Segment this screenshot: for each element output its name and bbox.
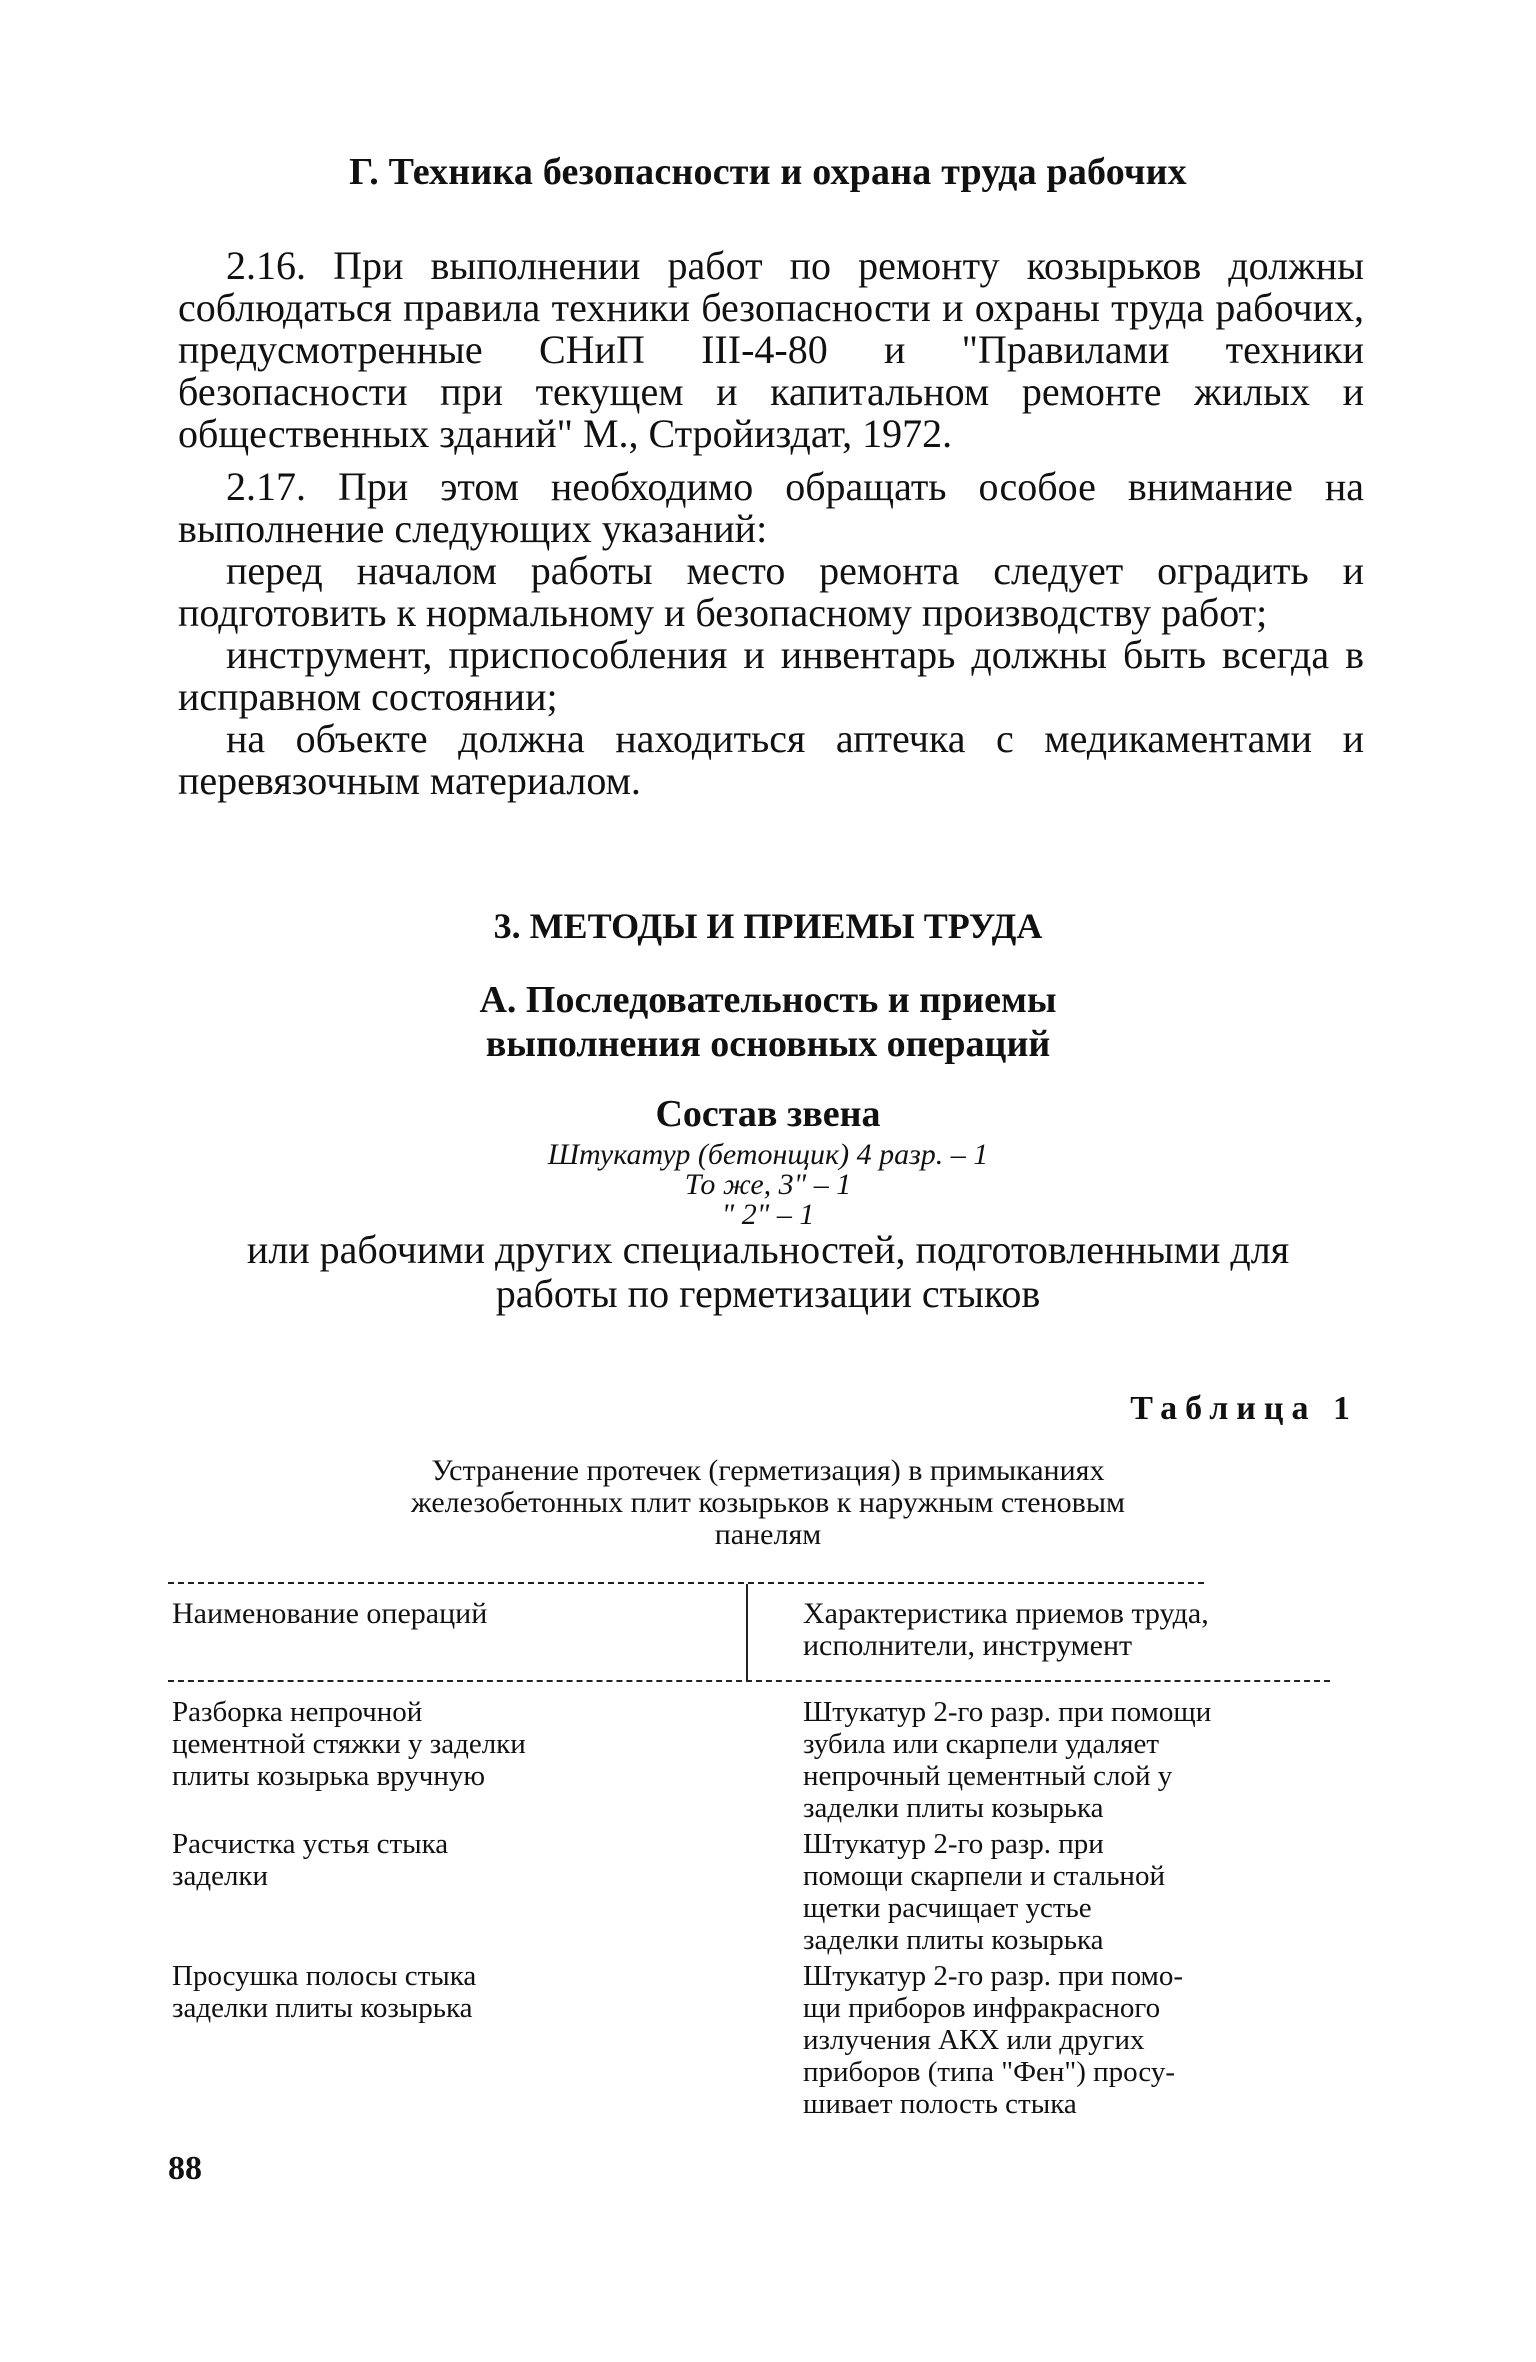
desc-2-line1: Штукатур 2-го разр. при [803, 1828, 1104, 1860]
op-1-line1: Разборка непрочной [172, 1696, 423, 1728]
desc-3-line2: щи приборов инфракрасного [803, 1992, 1161, 2024]
table-header-characteristics-line2: исполнители, инструмент [803, 1629, 1133, 1662]
op-2-line2: заделки [172, 1860, 269, 1892]
desc-1-line4: заделки плиты козырька [803, 1792, 1104, 1824]
op-3-line2: заделки плиты козырька [172, 1992, 473, 2024]
op-1-line2: цементной стяжки у заделки [172, 1728, 526, 1760]
table-row [803, 1696, 1211, 1824]
crew-composition [0, 1140, 1536, 1230]
heading-safety: Г. Техника безопасности и охрана труда рабочих [349, 151, 1187, 193]
desc-3-line1: Штукатур 2-го разр. при помо- [803, 1960, 1184, 1992]
paragraph-2-17 [178, 466, 1364, 802]
table-header-characteristics-line1: Характеристика приемов труда, [803, 1597, 1209, 1630]
table-header-characteristics [803, 1598, 1209, 1662]
crew-alternative [0, 1228, 1536, 1316]
table-header-divider [746, 1584, 748, 1680]
page-number: 88 [168, 2150, 202, 2187]
table-label: Таблица 1 [1130, 1390, 1358, 1427]
clause-text-2-17: При этом необходимо обращать особое внимание на выполнение следующих указаний: [178, 464, 1364, 551]
safety-item-1: перед началом работы место ремонта следует оградить и подготовить к нормальному и безопасному производству работ; [178, 548, 1364, 635]
crew-line-1: Штукатур (бетонщик) 4 разр. – 1 [547, 1138, 989, 1171]
table-caption-line1: Устранение протечек (герметизация) в примыканиях [431, 1454, 1105, 1487]
desc-1-line1: Штукатур 2-го разр. при помощи [803, 1696, 1212, 1728]
subsection-title-line2: выполнения основных операций [485, 1023, 1051, 1065]
crew-alternative-line1: или рабочими других специальностей, подготовленными для [246, 1227, 1290, 1272]
table-row [172, 1696, 526, 1792]
crew-line-2: То же, 3" – 1 [684, 1168, 852, 1201]
section-title: 3. МЕТОДЫ И ПРИЕМЫ ТРУДА [493, 906, 1043, 946]
crew-title: Состав звена [655, 1093, 881, 1135]
op-1-line3: плиты козырька вручную [172, 1760, 486, 1792]
desc-3-line5: шивает полость стыка [803, 2088, 1077, 2120]
desc-3-line3: излучения АКХ или других [803, 2024, 1145, 2056]
op-2-line1: Расчистка устья стыка [172, 1828, 449, 1860]
table-caption-line2: железобетонных плит козырьков к наружным стеновым [411, 1486, 1125, 1519]
subsection-title [0, 978, 1536, 1066]
desc-3-line4: приборов (типа "Фен") просу- [803, 2056, 1176, 2088]
desc-1-line2: зубила или скарпели удаляет [803, 1728, 1160, 1760]
safety-item-3: на объекте должна находиться аптечка с медикаментами и перевязочным материалом. [178, 716, 1364, 803]
table-row [803, 1828, 1165, 1956]
desc-2-line3: щетки расчищает устье [803, 1892, 1092, 1924]
table-row [172, 1828, 448, 1892]
clause-number-2-17: 2.17. [226, 464, 306, 509]
clause-text-2-16: При выполнении работ по ремонту козырьков должны соблюдаться правила техники безопасности и охраны труда рабочих, предусмотренные СНиП III-4-80 и "Правилами техники безопасности при текущем и капитальном ремонте жилых и общественных зданий" М., Стройиздат, 1972. [178, 243, 1364, 456]
table-header-operations: Наименование операций [172, 1597, 488, 1630]
subsection-title-line1: А. Последовательность и приемы [479, 979, 1057, 1021]
desc-2-line4: заделки плиты козырька [803, 1924, 1104, 1956]
crew-line-3: " 2" – 1 [721, 1198, 815, 1231]
table-row [172, 1960, 476, 2024]
table-caption [0, 1455, 1536, 1551]
clause-number-2-16: 2.16. [226, 243, 306, 288]
desc-2-line2: помощи скарпели и стальной [803, 1860, 1165, 1892]
crew-alternative-line2: работы по герметизации стыков [495, 1271, 1041, 1316]
safety-item-2: инструмент, приспособления и инвентарь должны быть всегда в исправном состоянии; [178, 632, 1364, 719]
desc-1-line3: непрочный цементный слой у [803, 1760, 1173, 1792]
paragraph-2-16 [178, 245, 1364, 455]
table-header-rule [168, 1680, 1330, 1682]
table-top-rule [168, 1582, 1204, 1584]
op-3-line1: Просушка полосы стыка [172, 1960, 477, 1992]
table-row [803, 1960, 1183, 2120]
table-caption-line3: панелям [714, 1518, 822, 1551]
